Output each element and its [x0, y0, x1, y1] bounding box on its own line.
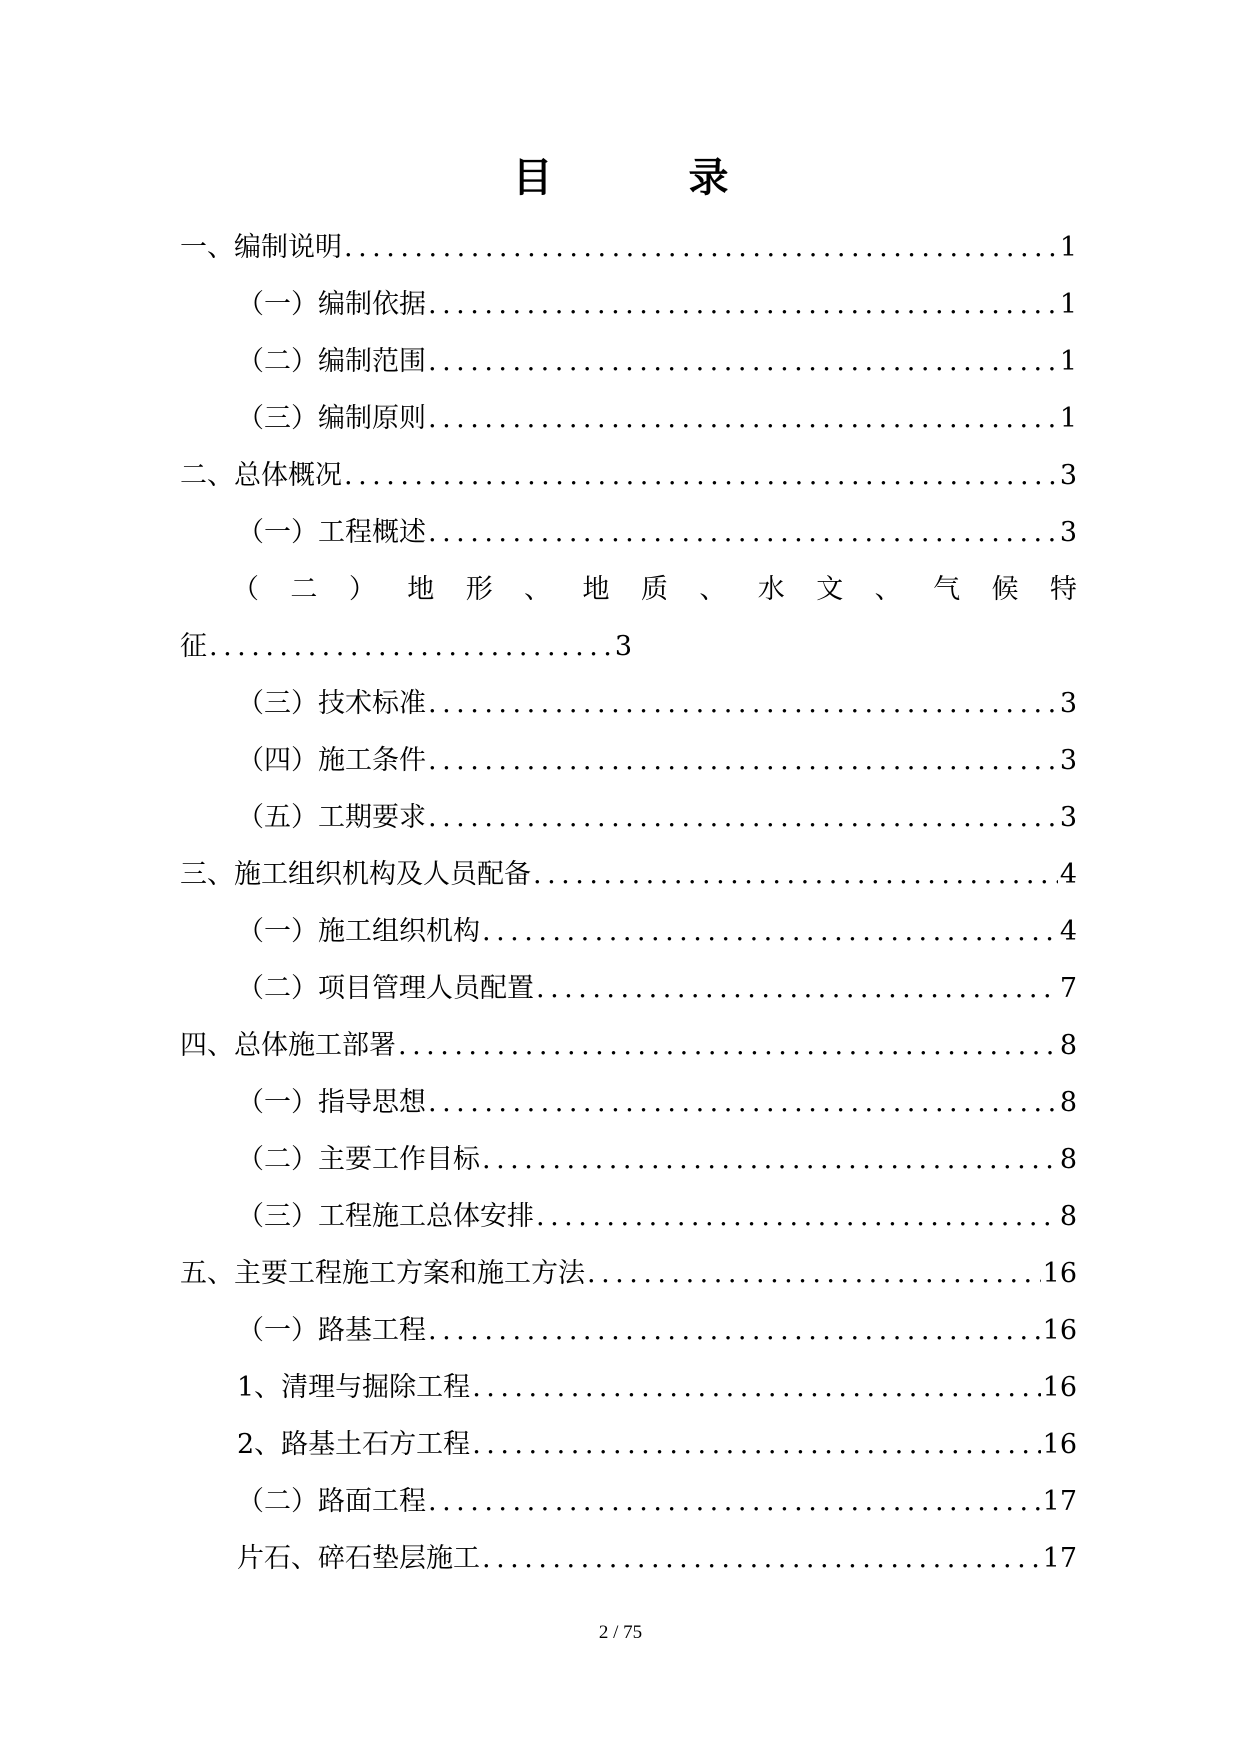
toc-entry-label: （四）施工条件	[237, 745, 426, 776]
toc-entry-label: （二）编制范围	[237, 346, 426, 377]
toc-entry-5-1-1[interactable]	[180, 1359, 1077, 1416]
toc-leader-dots	[472, 1359, 1040, 1416]
toc-entry-label: （二）主要工作目标	[237, 1144, 480, 1175]
toc-entry-page: 3	[1059, 517, 1077, 548]
toc-entry-1-2[interactable]	[180, 333, 1077, 390]
toc-entry-label: 片石、碎石垫层施工	[237, 1543, 480, 1574]
toc-entry-label: （一）指导思想	[237, 1087, 426, 1118]
toc-entry-page: 3	[1059, 460, 1077, 491]
toc-entry-3-2[interactable]	[180, 960, 1077, 1017]
toc-leader-dots	[428, 732, 1058, 789]
toc-char: 气	[933, 574, 961, 605]
toc-entry-label: （一）工程概述	[237, 517, 426, 548]
toc-entry-page: 3	[1059, 745, 1077, 776]
toc-entry-page: 3	[614, 631, 632, 662]
toc-entry-page: 16	[1042, 1429, 1077, 1460]
toc-entry-label: （一）编制依据	[237, 289, 426, 320]
toc-entry-label: 征	[180, 631, 207, 662]
toc-leader-dots	[472, 1416, 1040, 1473]
toc-entry-4[interactable]	[180, 1017, 1077, 1074]
toc-entry-page: 4	[1059, 916, 1077, 947]
toc-entry-page: 8	[1059, 1201, 1077, 1232]
toc-leader-dots	[536, 960, 1058, 1017]
toc-char: 水	[757, 574, 785, 605]
toc-leader-dots	[428, 504, 1058, 561]
toc-entry-page: 1	[1059, 346, 1077, 377]
toc-entry-1-1[interactable]	[180, 276, 1077, 333]
toc-entry-label: 1、清理与掘除工程	[237, 1372, 471, 1403]
toc-char: 特	[1049, 574, 1077, 605]
toc-char: 候	[991, 574, 1019, 605]
table-of-contents	[180, 219, 1077, 1587]
toc-entry-page: 17	[1042, 1543, 1077, 1574]
toc-leader-dots	[428, 276, 1058, 333]
toc-entry-page: 3	[1059, 802, 1077, 833]
toc-entry-page: 4	[1059, 859, 1077, 890]
toc-char: 质	[640, 574, 668, 605]
toc-char: （	[232, 574, 259, 605]
toc-entry-label: 二、总体概况	[180, 460, 342, 491]
toc-char: 、	[699, 574, 727, 605]
toc-entry-2-5[interactable]	[180, 789, 1077, 846]
toc-leader-dots	[428, 333, 1058, 390]
toc-leader-dots	[428, 675, 1058, 732]
toc-entry-label: 2、路基土石方工程	[237, 1429, 471, 1460]
toc-leader-dots	[344, 219, 1058, 276]
toc-entry-4-3[interactable]	[180, 1188, 1077, 1245]
toc-entry-4-1[interactable]	[180, 1074, 1077, 1131]
page-title: 目 录	[512, 154, 777, 201]
toc-leader-dots	[344, 447, 1058, 504]
toc-leader-dots	[398, 1017, 1058, 1074]
toc-entry-page: 16	[1042, 1258, 1077, 1289]
toc-entry-label: （五）工期要求	[237, 802, 426, 833]
toc-entry-5-1[interactable]	[180, 1302, 1077, 1359]
toc-char: 地	[582, 574, 610, 605]
toc-entry-1[interactable]	[180, 219, 1077, 276]
toc-leader-dots	[587, 1245, 1041, 1302]
toc-entry-label: 四、总体施工部署	[180, 1030, 396, 1061]
toc-leader-dots	[209, 618, 613, 675]
toc-entry-page: 1	[1059, 289, 1077, 320]
toc-leader-dots	[536, 1188, 1058, 1245]
toc-leader-dots	[482, 903, 1058, 960]
toc-leader-dots	[428, 1302, 1041, 1359]
toc-leader-dots	[428, 390, 1058, 447]
toc-char: 地	[407, 574, 435, 605]
toc-entry-5-2[interactable]	[180, 1473, 1077, 1530]
toc-entry-5-1-2[interactable]	[180, 1416, 1077, 1473]
toc-entry-label: （二）项目管理人员配置	[237, 973, 534, 1004]
toc-entry-label: 三、施工组织机构及人员配备	[180, 859, 531, 890]
toc-entry-label: （三）工程施工总体安排	[237, 1201, 534, 1232]
page-indicator: 2 / 75	[598, 1622, 643, 1643]
toc-entry-3[interactable]	[180, 846, 1077, 903]
toc-entry-page: 16	[1042, 1372, 1077, 1403]
toc-char: 文	[816, 574, 844, 605]
toc-leader-dots	[482, 1131, 1058, 1188]
toc-leader-dots	[428, 1074, 1058, 1131]
toc-entry-page: 16	[1042, 1315, 1077, 1346]
toc-entry-page: 7	[1059, 973, 1077, 1004]
toc-entry-page: 3	[1059, 688, 1077, 719]
toc-entry-5-2-1[interactable]	[180, 1530, 1077, 1587]
toc-entry-5[interactable]	[180, 1245, 1077, 1302]
toc-leader-dots	[428, 1473, 1041, 1530]
toc-entry-page: 8	[1059, 1087, 1077, 1118]
toc-char: ）	[348, 574, 376, 605]
toc-entry-page: 1	[1059, 232, 1077, 263]
toc-entry-label: 五、主要工程施工方案和施工方法	[180, 1258, 585, 1289]
toc-leader-dots	[533, 846, 1058, 903]
toc-leader-dots	[482, 1530, 1041, 1587]
toc-entry-2-2-continuation[interactable]	[180, 618, 632, 675]
toc-entry-label: 一、编制说明	[180, 232, 342, 263]
toc-char: 、	[524, 574, 552, 605]
toc-char: 形	[465, 574, 493, 605]
toc-entry-4-2[interactable]	[180, 1131, 1077, 1188]
toc-entry-2-1[interactable]	[180, 504, 1077, 561]
toc-entry-3-1[interactable]	[180, 903, 1077, 960]
toc-char: 二	[290, 574, 318, 605]
toc-entry-label: （二）路面工程	[237, 1486, 426, 1517]
toc-char: 、	[874, 574, 902, 605]
toc-entry-label: （一）施工组织机构	[237, 916, 480, 947]
toc-entry-2-4[interactable]	[180, 732, 1077, 789]
toc-entry-2-2-spread-line[interactable]	[180, 561, 1077, 618]
toc-entry-1-3[interactable]	[180, 390, 1077, 447]
toc-entry-label: （三）编制原则	[237, 403, 426, 434]
toc-entry-2[interactable]	[180, 447, 1077, 504]
toc-entry-label: （一）路基工程	[237, 1315, 426, 1346]
toc-entry-page: 8	[1059, 1144, 1077, 1175]
toc-entry-page: 1	[1059, 403, 1077, 434]
toc-entry-2-3[interactable]	[180, 675, 1077, 732]
toc-entry-page: 17	[1042, 1486, 1077, 1517]
toc-leader-dots	[428, 789, 1058, 846]
toc-entry-page: 8	[1059, 1030, 1077, 1061]
toc-entry-label: （三）技术标准	[237, 688, 426, 719]
